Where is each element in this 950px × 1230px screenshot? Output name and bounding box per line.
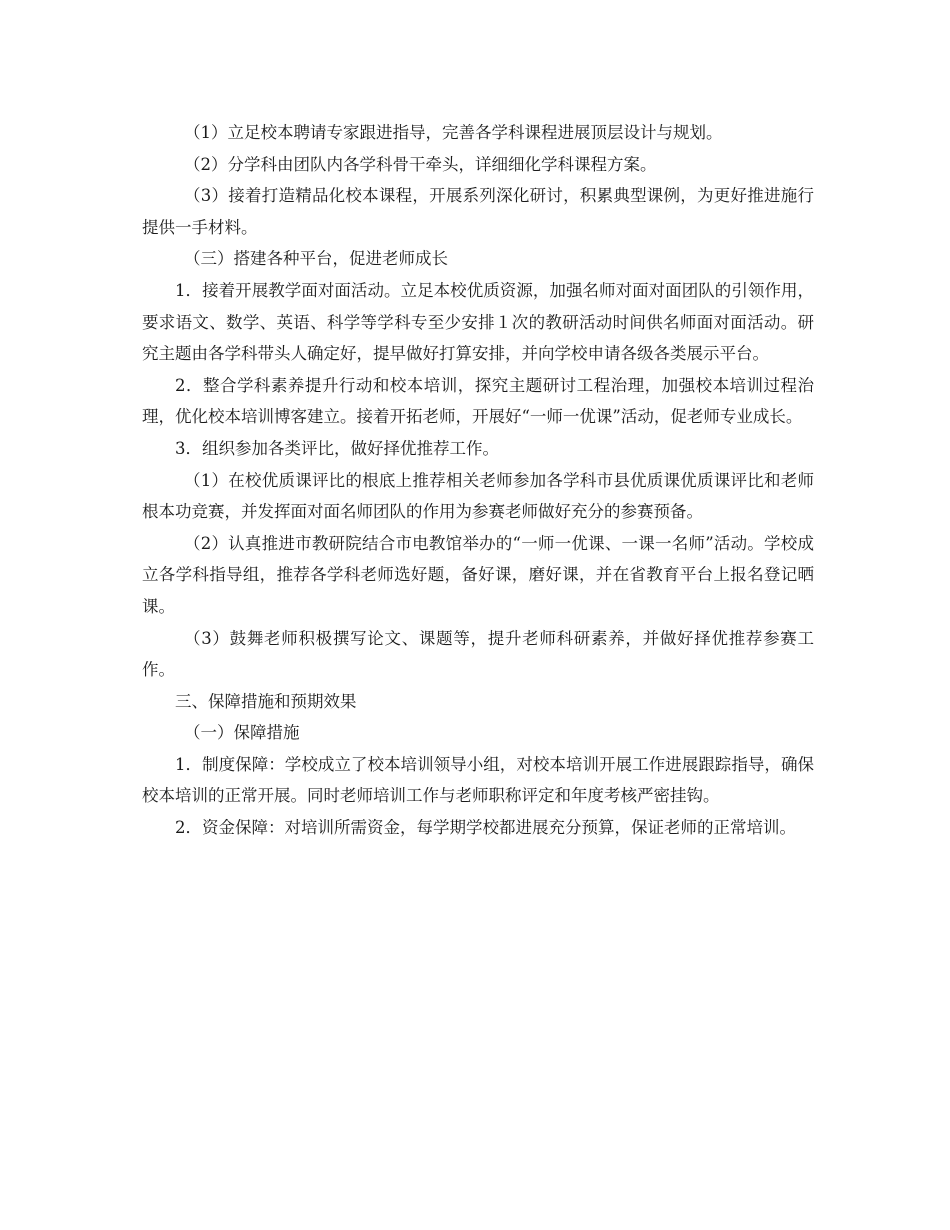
paragraph-point-2: 2．整合学科素养提升行动和校本培训，探究主题研讨工程治理，加强校本培训过程治理，优化校本培训博客建立。接着开拓老师，开展好“一师一优课”活动，促老师专业成长。 <box>142 375 814 427</box>
paragraph-funding: 2．资金保障：对培训所需资金，每学期学校都进展充分预算，保证老师的正常培训。 <box>175 818 796 838</box>
section-heading-safeguards: 三、保障措施和预期效果 <box>175 691 357 711</box>
paragraph-item-1: （1）立足校本聘请专家跟进指导，完善各学科课程进展顶层设计与规划。 <box>184 123 723 142</box>
paragraph-item-2: （2）分学科由团队内各学科骨干牵头，详细细化学科课程方案。 <box>184 154 657 174</box>
section-heading-platforms: （三）搭建各种平台，促进老师成长 <box>184 249 448 269</box>
paragraph-point-1: 1．接着开展教学面对面活动。立足本校优质资源，加强名师对面对面团队的引领作用，要求语文、数学、英语、科学等学科专至少安排１次的教研活动时间供名师面对面活动。研究主题由各学科带头人确定好，提早做好打算安排，并向学校申请各级各类展示平台。 <box>142 280 814 364</box>
paragraph-institutional: 1．制度保障：学校成立了校本培训领导小组，对校本培训开展工作进展跟踪指导，确保校本培训的正常开展。同时老师培训工作与老师职称评定和年度考核严密挂钩。 <box>142 754 814 806</box>
paragraph-sub-1: （1）在校优质课评比的根底上推荐相关老师参加各学科市县优质课优质课评比和老师根本功竞赛，并发挥面对面名师团队的作用为参赛老师做好充分的参赛预备。 <box>142 470 814 522</box>
paragraph-item-3: （3）接着打造精品化校本课程，开展系列深化研讨，积累典型课例，为更好推进施行提供一手材料。 <box>142 186 814 237</box>
paragraph-sub-3: （3）鼓舞老师积极撰写论文、课题等，提升老师科研素养，并做好择优推荐参赛工作。 <box>142 628 814 680</box>
subsection-heading-measures: （一）保障措施 <box>184 723 300 743</box>
document-body <box>142 117 814 844</box>
paragraph-point-3: 3．组织参加各类评比，做好择优推荐工作。 <box>175 438 499 458</box>
paragraph-sub-2: （2）认真推进市教研院结合市电教馆举办的“一师一优课、一课一名师”活动。学校成立各学科指导组，推荐各学科老师选好题，备好课，磨好课，并在省教育平台上报名登记晒课。 <box>142 533 814 616</box>
